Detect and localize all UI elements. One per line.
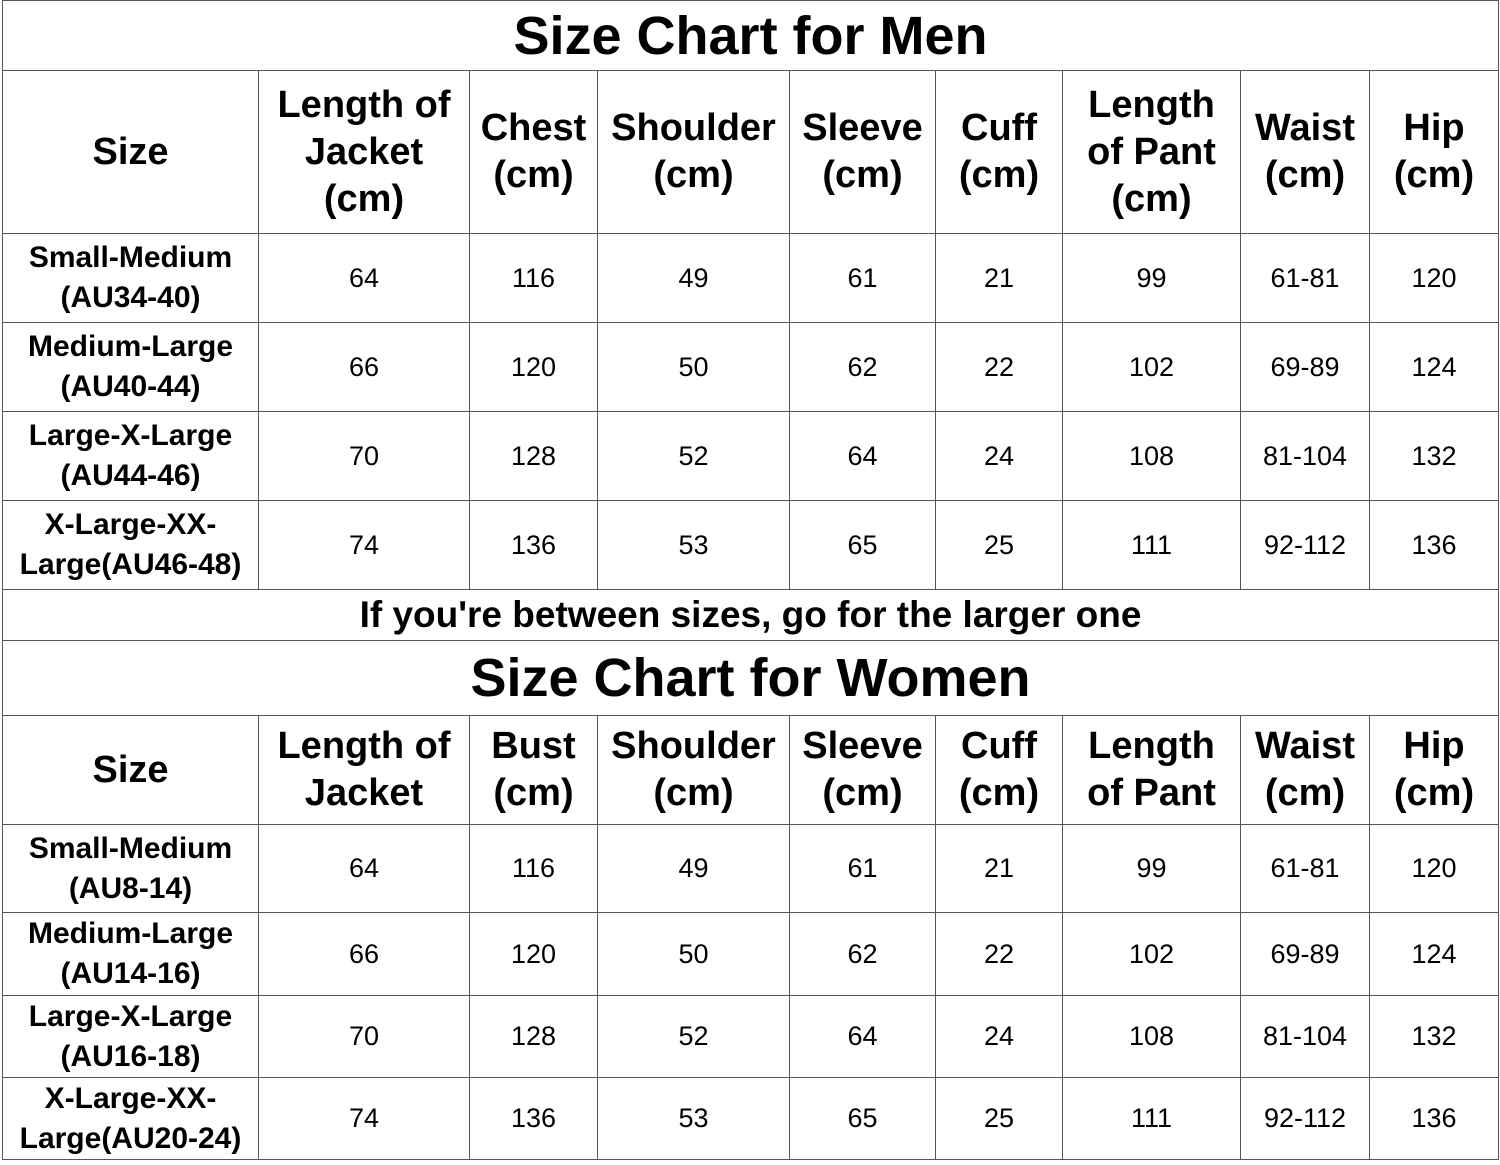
header-line: Shoulder (611, 107, 776, 149)
measurement-value: 120 (1411, 262, 1457, 293)
men-column-header (1241, 71, 1370, 234)
men-measurement-cell (259, 234, 470, 323)
women-size-label (3, 913, 259, 996)
measurement-value: 22 (983, 938, 1015, 969)
header-line: (cm) (653, 154, 734, 196)
women-measurement-cell (470, 913, 598, 996)
measurement-value: 22 (983, 351, 1015, 382)
measurement-value: 111 (1130, 1103, 1173, 1133)
sizing-note-text: If you're between sizes, go for the larger one (359, 594, 1142, 635)
women-size-label (3, 825, 259, 913)
measurement-value: 74 (348, 529, 380, 560)
measurement-value: 25 (983, 529, 1015, 560)
women-column-header (1370, 716, 1499, 825)
men-measurement-cell (259, 412, 470, 501)
women-measurement-cell (936, 913, 1063, 996)
women-measurement-cell (259, 1078, 470, 1160)
measurement-value: 136 (510, 1103, 557, 1133)
measurement-value: 53 (678, 529, 709, 560)
measurement-value: 124 (1411, 938, 1457, 969)
header-line: (cm) (958, 772, 1040, 814)
header-line: Waist (1255, 107, 1355, 149)
measurement-value: 61 (847, 853, 878, 883)
size-label-line: Small-Medium (28, 831, 233, 865)
men-table-row (3, 501, 1499, 590)
measurement-value: 99 (1136, 853, 1167, 883)
measurement-value: 49 (678, 853, 709, 883)
women-measurement-cell (598, 913, 790, 996)
women-column-header (598, 716, 790, 825)
measurement-value: 64 (847, 440, 878, 471)
measurement-value: 81-104 (1262, 440, 1348, 471)
size-label-line: Large-X-Large (28, 419, 233, 452)
header-line: Sleeve (802, 725, 923, 767)
men-measurement-cell (790, 501, 936, 590)
women-measurement-cell (470, 996, 598, 1078)
measurement-value: 128 (510, 440, 557, 471)
header-line: Size (92, 130, 169, 173)
men-measurement-cell (470, 323, 598, 412)
measurement-value: 124 (1411, 351, 1457, 382)
men-measurement-cell (598, 501, 790, 590)
header-line: (cm) (1393, 772, 1475, 814)
measurement-value: 116 (511, 853, 556, 883)
header-line: Length (1088, 725, 1215, 767)
measurement-value: 74 (348, 1103, 380, 1133)
note-row (3, 590, 1499, 641)
measurement-value: 120 (1411, 853, 1457, 883)
size-label-line: Large(AU46-48) (19, 548, 242, 581)
women-column-header (790, 716, 936, 825)
men-measurement-cell (1063, 501, 1241, 590)
measurement-value: 24 (983, 1021, 1015, 1051)
men-measurement-cell (259, 323, 470, 412)
size-label-line: X-Large-XX- (44, 508, 217, 541)
men-column-header (936, 71, 1063, 234)
women-measurement-cell (1241, 996, 1370, 1078)
size-label-line: (AU14-16) (60, 957, 201, 990)
measurement-value: 136 (1411, 1103, 1457, 1133)
measurement-value: 102 (1128, 938, 1175, 969)
women-measurement-cell (790, 825, 936, 913)
women-table-row (3, 913, 1499, 996)
measurement-value: 108 (1128, 440, 1175, 471)
men-table-row (3, 234, 1499, 323)
header-line: (cm) (1111, 177, 1192, 220)
men-measurement-cell (470, 412, 598, 501)
measurement-value: 61 (847, 262, 878, 293)
measurement-value: 49 (678, 262, 709, 293)
measurement-value: 64 (348, 853, 380, 883)
men-table-row (3, 323, 1499, 412)
measurement-value: 108 (1128, 1021, 1175, 1051)
women-measurement-cell (470, 825, 598, 913)
measurement-value: 69-89 (1270, 351, 1340, 382)
women-column-header (1241, 716, 1370, 825)
women-measurement-cell (598, 1078, 790, 1160)
women-measurement-cell (598, 996, 790, 1078)
men-column-header (259, 71, 470, 234)
men-column-header (598, 71, 790, 234)
measurement-value: 70 (348, 1021, 380, 1051)
women-measurement-cell (1370, 913, 1499, 996)
men-measurement-cell (1063, 412, 1241, 501)
men-size-label (3, 323, 259, 412)
header-line: (cm) (1393, 154, 1475, 196)
women-measurement-cell (936, 1078, 1063, 1160)
measurement-value: 53 (678, 1103, 709, 1133)
women-measurement-cell (259, 913, 470, 996)
women-measurement-cell (470, 1078, 598, 1160)
women-measurement-cell (936, 825, 1063, 913)
men-measurement-cell (936, 323, 1063, 412)
header-line: Jacket (304, 130, 424, 173)
women-title-row (3, 641, 1499, 716)
men-measurement-cell (1370, 323, 1499, 412)
header-line: (cm) (822, 772, 903, 814)
measurement-value: 120 (510, 938, 557, 969)
men-measurement-cell (936, 501, 1063, 590)
size-label-line: Medium-Large (27, 917, 234, 950)
men-size-label (3, 234, 259, 323)
measurement-value: 65 (847, 1103, 878, 1133)
men-measurement-cell (1241, 323, 1370, 412)
measurement-value: 21 (983, 853, 1015, 883)
men-measurement-cell (470, 501, 598, 590)
header-line: Length of (277, 725, 451, 767)
women-size-label (3, 1078, 259, 1160)
women-measurement-cell (1063, 1078, 1241, 1160)
women-measurement-cell (790, 996, 936, 1078)
sizing-note (3, 590, 1499, 641)
measurement-value: 99 (1136, 262, 1167, 293)
women-measurement-cell (790, 913, 936, 996)
measurement-value: 81-104 (1262, 1021, 1348, 1051)
men-table-row (3, 412, 1499, 501)
measurement-value: 136 (510, 529, 557, 560)
women-measurement-cell (1241, 1078, 1370, 1160)
header-line: Hip (1403, 725, 1465, 767)
measurement-value: 136 (1411, 529, 1457, 560)
women-table-row (3, 996, 1499, 1078)
women-column-header (259, 716, 470, 825)
men-measurement-cell (1241, 234, 1370, 323)
size-label-line: (AU34-40) (60, 281, 201, 314)
header-line: (cm) (1264, 154, 1346, 196)
men-measurement-cell (790, 412, 936, 501)
women-measurement-cell (259, 825, 470, 913)
men-title-row (3, 1, 1499, 71)
men-chart-title-text: Size Chart for Men (513, 5, 988, 66)
header-line: Shoulder (611, 725, 776, 767)
measurement-value: 24 (983, 440, 1015, 471)
men-column-header (1063, 71, 1241, 234)
size-label-line: Large-X-Large (28, 999, 233, 1033)
header-line: of Pant (1087, 772, 1216, 814)
men-measurement-cell (1063, 323, 1241, 412)
women-measurement-cell (936, 996, 1063, 1078)
women-column-header (936, 716, 1063, 825)
women-column-header (1063, 716, 1241, 825)
men-measurement-cell (1370, 412, 1499, 501)
measurement-value: 120 (510, 351, 557, 382)
women-measurement-cell (1063, 825, 1241, 913)
measurement-value: 64 (348, 262, 380, 293)
measurement-value: 70 (348, 440, 380, 471)
men-column-header (470, 71, 598, 234)
header-line: Chest (480, 107, 587, 149)
header-line: Sleeve (802, 107, 923, 149)
men-column-header (790, 71, 936, 234)
women-chart-title-text: Size Chart for Women (470, 648, 1031, 708)
women-header-row (3, 716, 1499, 825)
women-column-header (470, 716, 598, 825)
women-measurement-cell (598, 825, 790, 913)
men-size-label (3, 412, 259, 501)
header-line: Jacket (304, 772, 424, 814)
women-measurement-cell (1370, 825, 1499, 913)
measurement-value: 25 (983, 1103, 1015, 1133)
header-line: Cuff (961, 107, 1037, 149)
measurement-value: 64 (847, 1021, 878, 1051)
measurement-value: 111 (1130, 529, 1173, 560)
header-line: (cm) (493, 772, 574, 814)
measurement-value: 52 (678, 1021, 709, 1051)
men-measurement-cell (598, 412, 790, 501)
header-line: Length (1088, 83, 1215, 126)
women-measurement-cell (1063, 996, 1241, 1078)
measurement-value: 50 (678, 351, 709, 382)
measurement-value: 52 (678, 440, 709, 471)
men-measurement-cell (470, 234, 598, 323)
women-column-header (3, 716, 259, 825)
men-measurement-cell (1370, 501, 1499, 590)
header-line: of Pant (1087, 130, 1216, 173)
header-line: Waist (1255, 725, 1355, 767)
men-measurement-cell (598, 234, 790, 323)
women-chart-title (3, 641, 1499, 716)
header-line: Length of (277, 83, 451, 126)
measurement-value: 61-81 (1270, 853, 1340, 883)
women-measurement-cell (1370, 1078, 1499, 1160)
measurement-value: 50 (678, 938, 709, 969)
measurement-value: 132 (1411, 1021, 1457, 1051)
women-measurement-cell (1241, 825, 1370, 913)
header-line: (cm) (822, 154, 903, 196)
measurement-value: 132 (1411, 440, 1457, 471)
measurement-value: 62 (847, 351, 878, 382)
men-measurement-cell (1063, 234, 1241, 323)
measurement-value: 21 (983, 262, 1015, 293)
men-measurement-cell (790, 234, 936, 323)
size-label-line: (AU44-46) (60, 459, 201, 492)
size-label-line: Large(AU20-24) (19, 1121, 242, 1155)
header-line: Size (92, 748, 169, 791)
header-line: (cm) (323, 177, 405, 220)
size-label-line: Small-Medium (28, 241, 233, 274)
measurement-value: 65 (847, 529, 878, 560)
size-label-line: (AU16-18) (60, 1039, 201, 1073)
men-header-row (3, 71, 1499, 234)
size-label-line: X-Large-XX- (44, 1081, 217, 1115)
women-measurement-cell (1241, 913, 1370, 996)
measurement-value: 128 (510, 1021, 557, 1051)
women-table-row (3, 1078, 1499, 1160)
measurement-value: 62 (847, 938, 878, 969)
men-measurement-cell (1241, 501, 1370, 590)
men-measurement-cell (936, 412, 1063, 501)
measurement-value: 102 (1128, 351, 1175, 382)
women-measurement-cell (1370, 996, 1499, 1078)
men-measurement-cell (790, 323, 936, 412)
size-chart-table (2, 0, 1499, 1160)
men-measurement-cell (598, 323, 790, 412)
measurement-value: 66 (348, 351, 380, 382)
measurement-value: 116 (511, 262, 556, 293)
header-line: (cm) (958, 154, 1040, 196)
header-line: Bust (491, 725, 576, 767)
men-column-header (1370, 71, 1499, 234)
women-measurement-cell (259, 996, 470, 1078)
size-label-line: (AU40-44) (60, 370, 201, 403)
women-measurement-cell (1063, 913, 1241, 996)
measurement-value: 66 (348, 938, 380, 969)
measurement-value: 92-112 (1263, 529, 1347, 560)
women-measurement-cell (790, 1078, 936, 1160)
measurement-value: 92-112 (1263, 1103, 1347, 1133)
men-measurement-cell (1370, 234, 1499, 323)
header-line: (cm) (1264, 772, 1346, 814)
men-measurement-cell (259, 501, 470, 590)
men-chart-title (3, 1, 1499, 71)
size-label-line: (AU8-14) (68, 871, 193, 905)
women-table-row (3, 825, 1499, 913)
men-size-label (3, 501, 259, 590)
men-measurement-cell (1241, 412, 1370, 501)
measurement-value: 69-89 (1270, 938, 1340, 969)
men-column-header (3, 71, 259, 234)
header-line: (cm) (493, 154, 574, 196)
header-line: Cuff (961, 725, 1037, 767)
measurement-value: 61-81 (1270, 262, 1340, 293)
women-size-label (3, 996, 259, 1078)
men-measurement-cell (936, 234, 1063, 323)
header-line: Hip (1403, 107, 1465, 149)
size-label-line: Medium-Large (27, 330, 234, 363)
header-line: (cm) (653, 772, 734, 814)
